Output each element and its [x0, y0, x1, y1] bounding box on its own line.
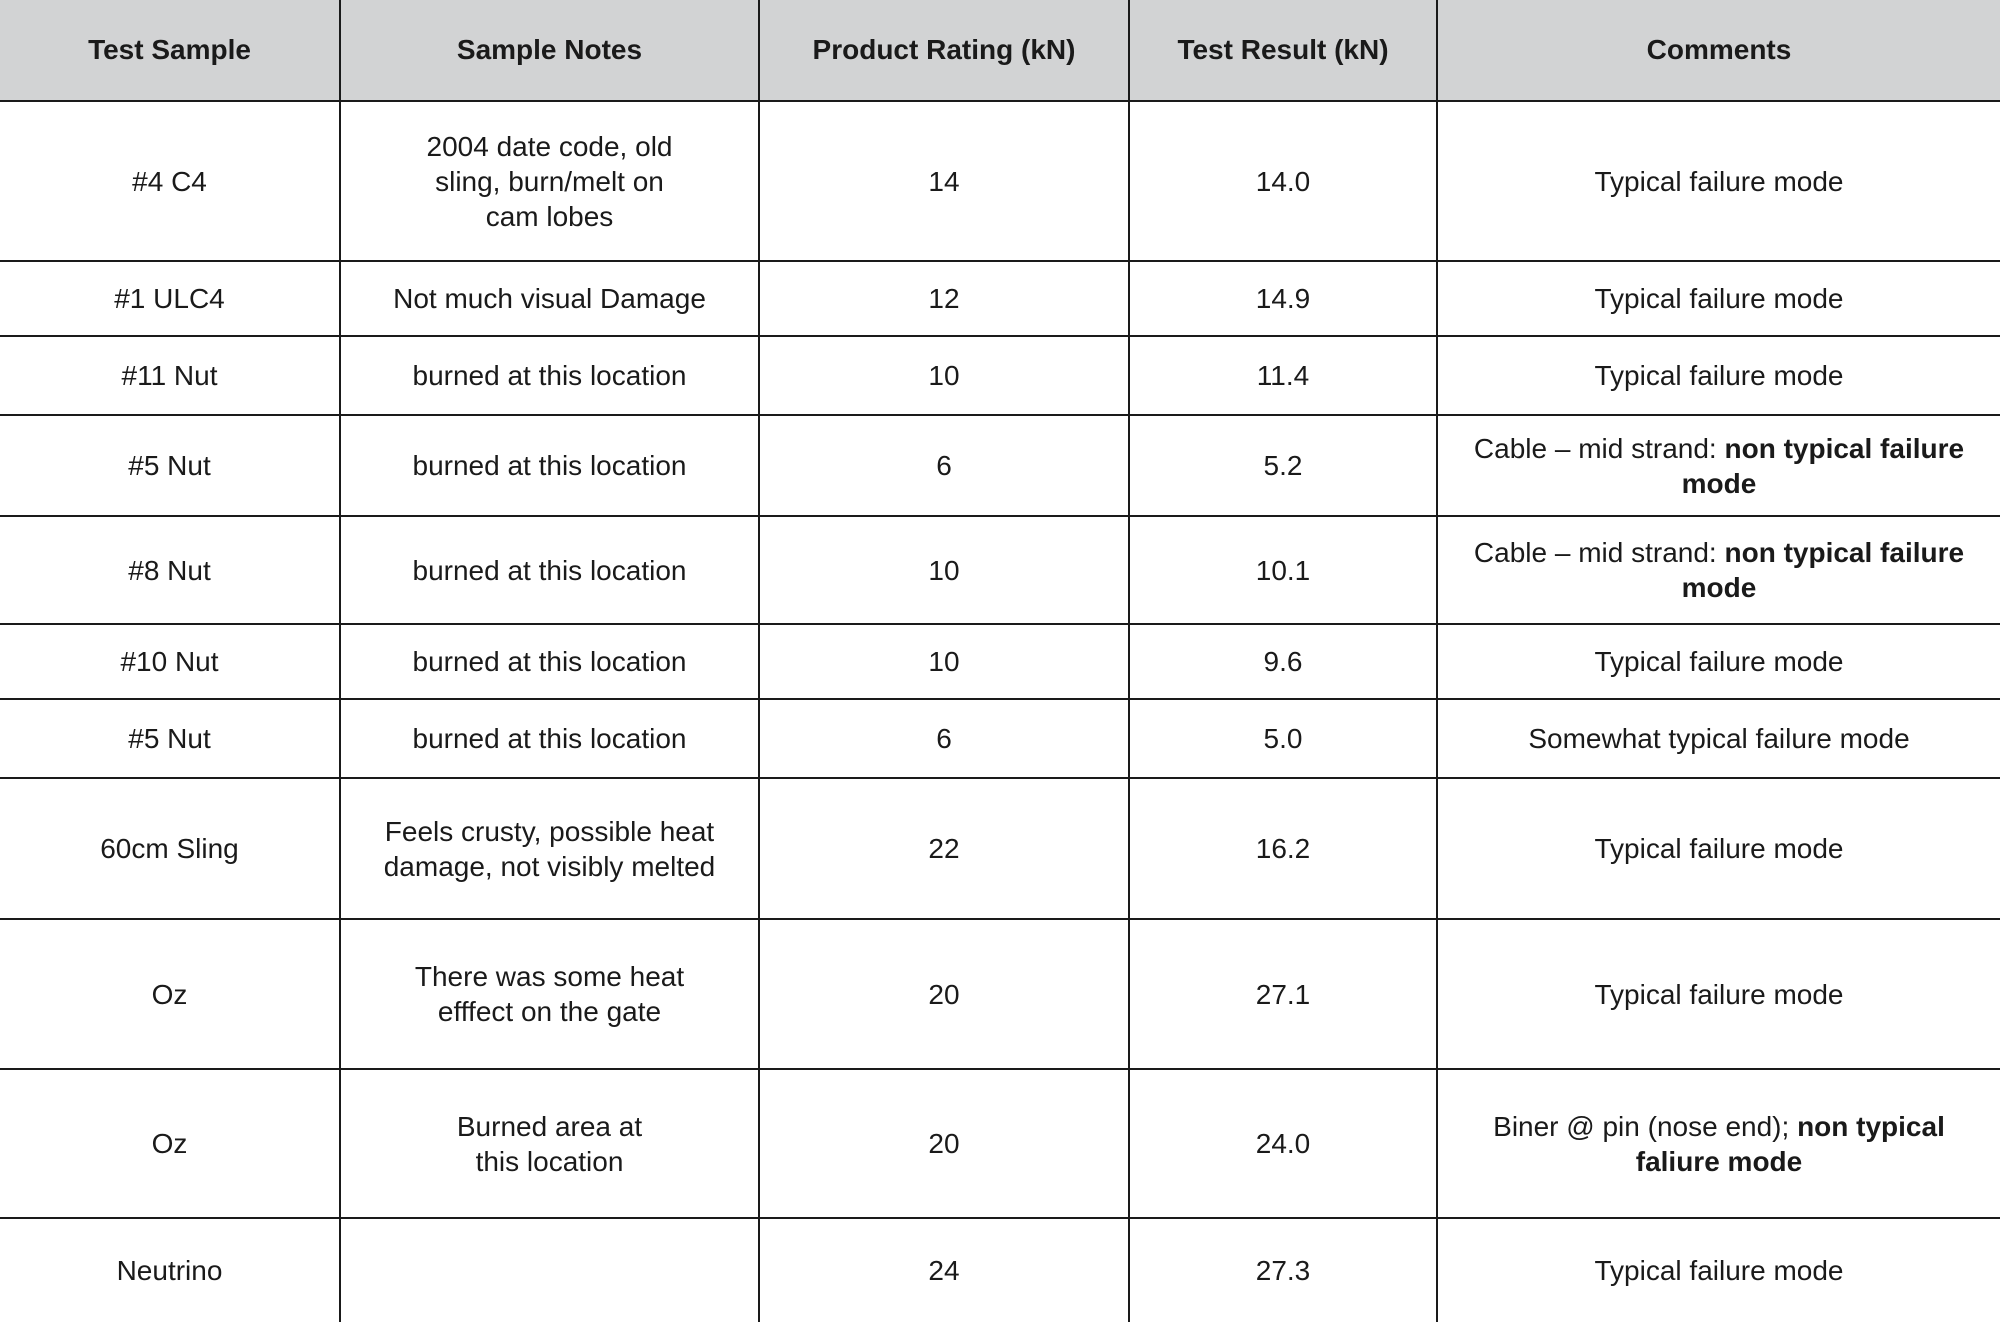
table-row: [0, 415, 2000, 516]
table-row: [0, 624, 2000, 699]
cell-notes: burned at this location: [340, 415, 759, 516]
cell-rating: 6: [759, 415, 1129, 516]
cell-result: 10.1: [1129, 516, 1437, 624]
comment-bold-text: non typical faliure mode: [1635, 1110, 1945, 1177]
cell-rating: 10: [759, 336, 1129, 415]
cell-notes: burned at this location: [340, 624, 759, 699]
cell-notes: [340, 1218, 759, 1322]
cell-comment: [1437, 919, 2000, 1069]
cell-notes: burned at this location: [340, 336, 759, 415]
table-row: [0, 778, 2000, 919]
cell-result: 14.9: [1129, 261, 1437, 336]
cell-sample: #10 Nut: [0, 624, 340, 699]
cell-comment: [1437, 336, 2000, 415]
header-sample-notes: Sample Notes: [340, 0, 759, 101]
cell-sample: #4 C4: [0, 101, 340, 261]
comment-text: Typical failure mode: [1594, 1255, 1844, 1286]
cell-result: 11.4: [1129, 336, 1437, 415]
cell-rating: 10: [759, 624, 1129, 699]
cell-rating: 14: [759, 101, 1129, 261]
cell-comment: [1437, 778, 2000, 919]
comment-bold-text: non typical failure mode: [1681, 537, 1965, 603]
comment-text: Typical failure mode: [1594, 360, 1844, 391]
cell-comment: [1437, 101, 2000, 261]
cell-rating: 6: [759, 699, 1129, 778]
cell-comment: [1437, 624, 2000, 699]
header-product-rating: Product Rating (kN): [759, 0, 1129, 101]
comment-text: Biner @ pin (nose end);: [1493, 1110, 1798, 1142]
table-row: [0, 516, 2000, 624]
cell-sample: Oz: [0, 919, 340, 1069]
cell-sample: #5 Nut: [0, 699, 340, 778]
cell-comment: [1437, 1218, 2000, 1322]
cell-rating: 12: [759, 261, 1129, 336]
cell-notes: 2004 date code, old sling, burn/melt on cam lobes: [340, 101, 759, 261]
cell-comment: [1437, 1069, 2000, 1218]
cell-rating: 20: [759, 1069, 1129, 1218]
comment-text: Typical failure mode: [1594, 978, 1844, 1010]
cell-notes: burned at this location: [340, 699, 759, 778]
cell-result: 14.0: [1129, 101, 1437, 261]
table-row: [0, 1218, 2000, 1322]
cell-result: 5.2: [1129, 415, 1437, 516]
comment-bold-text: non typical failure mode: [1681, 432, 1965, 499]
cell-result: 27.3: [1129, 1218, 1437, 1322]
comment-text: Typical failure mode: [1594, 283, 1844, 314]
cell-notes: burned at this location: [340, 516, 759, 624]
cell-notes: Feels crusty, possible heat damage, not visibly melted: [340, 778, 759, 919]
comment-text: Somewhat typical failure mode: [1528, 723, 1910, 754]
cell-result: 16.2: [1129, 778, 1437, 919]
table-row: [0, 101, 2000, 261]
cell-sample: Oz: [0, 1069, 340, 1218]
table-header-row: [0, 0, 2000, 101]
cell-rating: 24: [759, 1218, 1129, 1322]
cell-sample: #11 Nut: [0, 336, 340, 415]
cell-notes: Not much visual Damage: [340, 261, 759, 336]
cell-result: 9.6: [1129, 624, 1437, 699]
cell-comment: [1437, 261, 2000, 336]
header-test-result: Test Result (kN): [1129, 0, 1437, 101]
cell-result: 27.1: [1129, 919, 1437, 1069]
comment-text: Typical failure mode: [1594, 833, 1844, 864]
cell-comment: [1437, 516, 2000, 624]
table-row: [0, 919, 2000, 1069]
table-row: [0, 699, 2000, 778]
comment-text: Cable – mid strand:: [1473, 432, 1725, 464]
cell-sample: #5 Nut: [0, 415, 340, 516]
cell-result: 5.0: [1129, 699, 1437, 778]
header-comments: Comments: [1437, 0, 2000, 101]
cell-comment: [1437, 699, 2000, 778]
comment-text: Typical failure mode: [1594, 646, 1844, 677]
cell-sample: 60cm Sling: [0, 778, 340, 919]
cell-sample: #8 Nut: [0, 516, 340, 624]
cell-sample: #1 ULC4: [0, 261, 340, 336]
cell-rating: 20: [759, 919, 1129, 1069]
table-row: [0, 1069, 2000, 1218]
header-test-sample: Test Sample: [0, 0, 340, 101]
cell-notes: There was some heat efffect on the gate: [340, 919, 759, 1069]
comment-text: Typical failure mode: [1594, 165, 1844, 197]
table-row: [0, 336, 2000, 415]
cell-rating: 10: [759, 516, 1129, 624]
table-row: [0, 261, 2000, 336]
cell-sample: Neutrino: [116, 1255, 223, 1286]
cell-notes: Burned area at this location: [340, 1069, 759, 1218]
comment-text: Cable – mid strand:: [1473, 537, 1725, 568]
cell-result: 24.0: [1129, 1069, 1437, 1218]
cell-comment: [1437, 415, 2000, 516]
cell-rating: 22: [759, 778, 1129, 919]
